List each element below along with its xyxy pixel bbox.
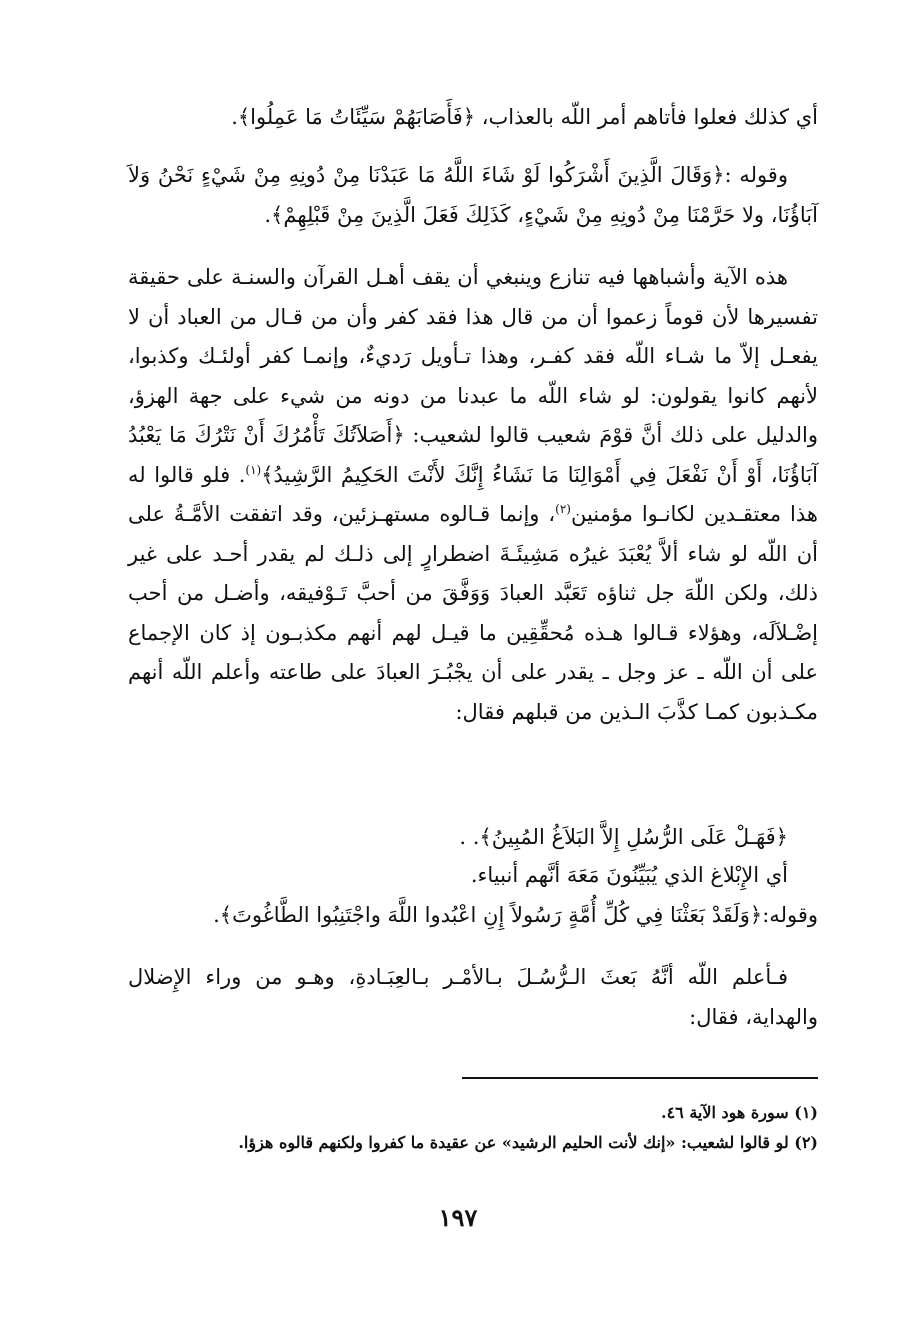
page-number: ١٩٧ (438, 1203, 478, 1232)
footnote-divider (462, 1077, 818, 1079)
footnote-marker-1[interactable]: (١) (245, 462, 262, 477)
paragraph-4 (128, 818, 818, 858)
footnote-marker-2[interactable]: (٢) (555, 502, 571, 516)
paragraph-5-text: أي الإِبْلاغ الذي يُبَيِّنُونَ مَعَهَ أنَّهم أنبياء. (470, 863, 788, 887)
paragraph-6 (128, 896, 818, 936)
paragraph-3-part-1: هذه الآية وأشباهها فيه تنازع وينبغي أن يقف أهـل القرآن والسنـة على حقيقة تفسيرها لأن قوماً زعموا أن من قال هذا فقد كفر وأن من قـال من العباد أن لا يفعـل إلاّ ما شـاء اللّه فقد كفـر، وهذا تـأويل رَديءٌ، وإنمـا كفر أولئـك وكذبوا، لأنهم كانوا يقولون: لو شاء اللّه ما عبدنا من دونه من شيء على جهة الهزؤ، والدليل على ذلك أنَّ قوْمَ شعيب قالوا لشعيب: ﴿أَصَلاَتُكَ تَأْمُرُكَ أَنْ نَتْرُكَ مَا يَعْبُدُ آبَاؤُنَا، أَوْ أَنْ نَفْعَلَ فِي أَمْوَالِنَا مَا نَشَاءُ إِنَّكَ لأَنْتَ الحَكِيمُ الرَّشِيدُ﴾ (128, 265, 818, 487)
paragraph-6-text: وقوله:﴿وَلَقَدْ بَعَثْنَا فِي كُلِّ أُمَّةٍ رَسُولاً إِنِ اعْبُدوا اللَّهَ واجْتَنِبُوا الطَّاغُوتَ﴾. (213, 903, 818, 927)
paragraph-1 (128, 98, 818, 138)
quran-verse-line: ﴿فَهَـلْ عَلَى الرُّسُلِ إِلاَّ البَلاَغُ المُبِينُ﴾. . (459, 825, 788, 849)
paragraph-3-text (128, 258, 818, 732)
paragraph-2 (128, 156, 818, 235)
paragraph-7-text: فـأعلم اللّه أنَّهُ بَعثَ الـرُّسُـلَ بـالأمْـر بـالعِبَـادةِ، وهـو من وراء الإِضلال والهداية، فقال: (128, 965, 818, 1029)
paragraph-3-part-3: ، وإنما قـالوه مستهـزئين، وقد اتفقت الأمَّـةُ على أن اللّه لو شاء ألاَّ يُعْبَدَ غيرُه مَشِيئَـةَ اضطرارٍ إلى ذلـك لم يقدر أحـد على غير ذلك، ولكن اللّهَ جل ثناؤه تَعَبَّد العبادَ وَوَفَّقَ من أحبَّ تَـوْفيقه، وأضـل من أحب إضْـلاَلَه، وهؤلاء قـالوا هـذه مُحقِّقِين ما قيـل لهم أنهم مكذبـون إذ كان الإجماع على أن اللّه ـ عز وجل ـ يقدر على أن يجْبُـرَ العبادَ على طاعته وأعلم اللّه أنهم مكـذبون كمـا كذَّبَ الـذين من قبلهم فقال: (128, 502, 818, 724)
footnotes (128, 1098, 818, 1158)
paragraph-2-text: وقوله :﴿وَقَالَ الَّذِينَ أَشْرَكُوا لَوْ شَاءَ اللَّهُ مَا عَبَدْنَا مِنْ دُونِهِ مِنْ شَيْءٍ نَحْنُ وَلاَ آبَاؤُنَا، ولا حَرَّمْنَا مِنْ دُونِهِ مِنْ شَيْءٍ، كَذَلِكَ فَعَلَ الَّذِينَ مِنْ قَبْلِهِمْ﴾. (128, 163, 818, 227)
footnote-1: (١) سورة هود الآية ٤٦. (661, 1103, 818, 1122)
paragraph-3 (128, 258, 818, 732)
paragraph-7 (128, 958, 818, 1037)
paragraph-3-part-2: . فلو قالوا له هذا معتقـدين لكانـوا مؤمنين (128, 462, 818, 526)
footnote-2: (٢) لو قالوا لشعيب: «إنك لأنت الحليم الرشيد» عن عقيدة ما كفروا ولكنهم قالوه هزؤا. (238, 1133, 818, 1152)
paragraph-5 (128, 856, 818, 896)
paragraph-1-text: أي كذلك فعلوا فأتاهم أمر اللّه بالعذاب، ﴿فَأَصَابَهُمْ سَيِّئَاتُ مَا عَمِلُوا﴾. (231, 105, 818, 129)
